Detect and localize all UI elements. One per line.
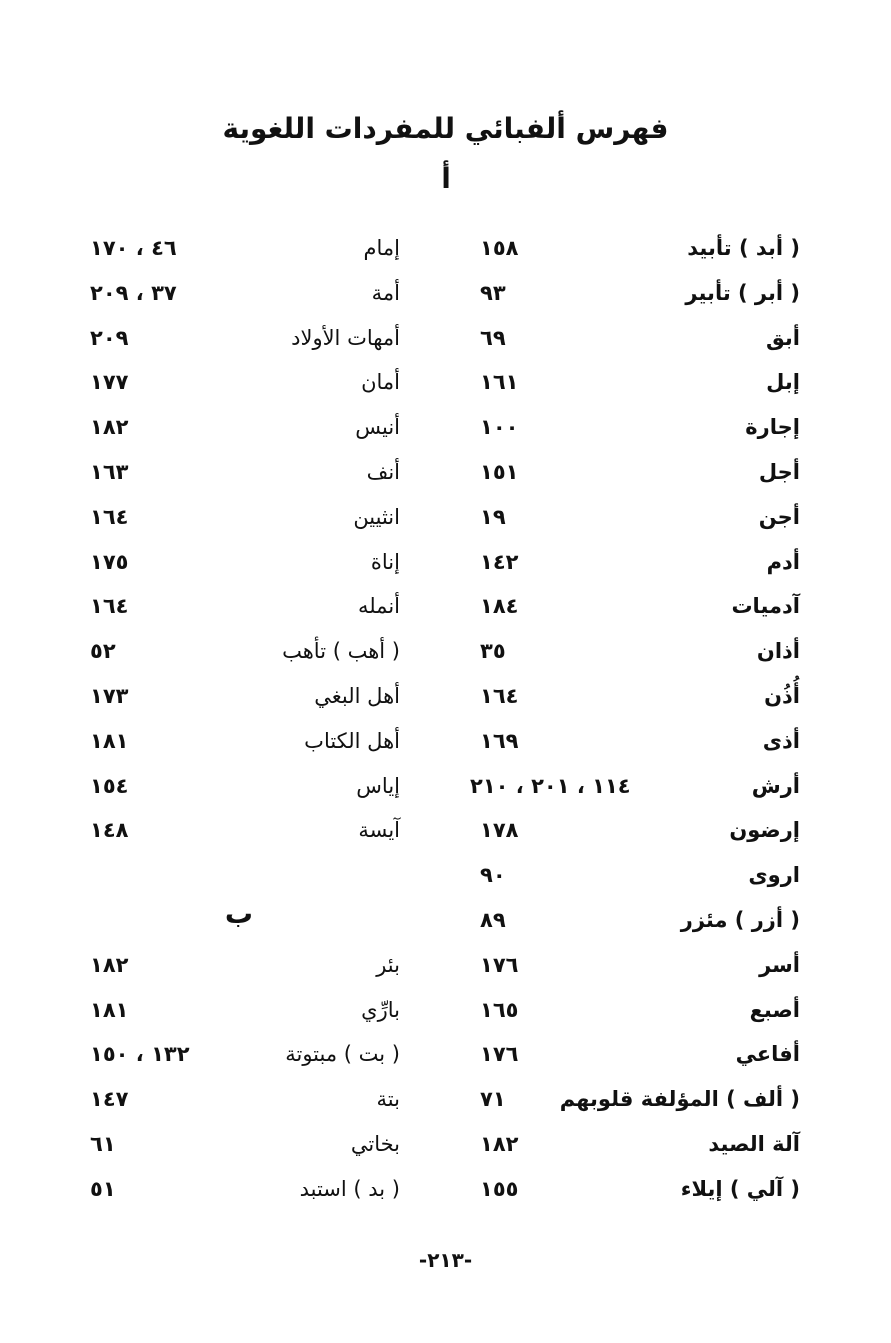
- entry-term: إبل: [766, 370, 800, 395]
- entry-pages: ٥٢: [90, 639, 116, 664]
- index-entry: [470, 947, 800, 992]
- index-entry: [470, 678, 800, 723]
- entry-term: ( أبد ) تأبيد: [687, 236, 800, 260]
- entry-pages: ٢٠٩: [90, 325, 129, 350]
- entry-term: ( أهب ) تأهب: [282, 639, 400, 664]
- entry-pages: ١٦٤: [90, 504, 129, 529]
- index-entry: [470, 992, 800, 1037]
- entry-term: أنف: [366, 459, 400, 484]
- entry-term: أجن: [758, 504, 800, 529]
- entry-pages: ٩٣: [480, 280, 506, 305]
- index-entry: [80, 723, 400, 768]
- entry-pages: ١٧٦: [480, 1042, 519, 1067]
- index-entry: [80, 275, 400, 320]
- index-entry: [80, 947, 400, 992]
- entry-term: آلة الصيد: [708, 1131, 800, 1156]
- index-entry: [80, 454, 400, 499]
- index-entry: [470, 812, 800, 857]
- entry-pages: ١٦٤: [480, 683, 519, 708]
- page-number: -٢١٣-: [418, 1248, 473, 1272]
- index-entry: [80, 1036, 400, 1081]
- entry-pages: ١٣٢ ، ١٥٠: [90, 1042, 190, 1067]
- entry-pages: ٨٩: [480, 907, 506, 932]
- entry-term: ( أزر ) مئزر: [680, 907, 800, 932]
- entry-pages: ١١٤ ، ٢٠١ ، ٢١٠: [470, 773, 631, 798]
- entry-pages: ١٧٣: [90, 683, 129, 708]
- index-entry: [80, 812, 400, 857]
- entry-pages: ٣٧ ، ٢٠٩: [90, 280, 177, 305]
- entry-pages: ١٥١: [480, 459, 519, 484]
- entry-term: بخاتي: [350, 1131, 400, 1156]
- index-entry: [80, 1171, 400, 1216]
- index-entry: [80, 588, 400, 633]
- entry-pages: ١٠٠: [480, 415, 519, 440]
- index-entry: [80, 633, 400, 678]
- entry-term: بتة: [376, 1087, 400, 1112]
- entry-term: إرضون: [729, 818, 800, 843]
- entry-pages: ١٤٧: [90, 1087, 129, 1112]
- entry-pages: ١٦٩: [480, 728, 519, 753]
- entry-pages: ٤٦ ، ١٧٠: [90, 236, 177, 260]
- entry-pages: ١٧٥: [90, 549, 129, 574]
- entry-pages: ١٤٢: [480, 549, 519, 574]
- index-column-right: [470, 230, 800, 1216]
- entry-pages: ١٨٤: [480, 594, 519, 619]
- entry-pages: ٩٠: [480, 863, 506, 888]
- entry-term: ( آلي ) إيلاء: [680, 1176, 800, 1201]
- entry-term: أذان: [756, 639, 800, 664]
- entry-term: انثيين: [353, 504, 400, 529]
- entry-term: أسر: [759, 952, 800, 977]
- entry-term: ( بد ) استبد: [299, 1176, 400, 1201]
- entry-pages: ٧١: [480, 1087, 506, 1112]
- entry-term: أهل الكتاب: [304, 728, 400, 753]
- entry-term: أفاعي: [735, 1042, 800, 1067]
- entry-pages: ١٧٦: [480, 952, 519, 977]
- entry-pages: ١٧٧: [90, 370, 129, 395]
- entry-term: أمة: [371, 280, 400, 305]
- entry-term: إناة: [370, 549, 400, 574]
- entry-pages: ١٦٤: [90, 594, 129, 619]
- index-entry: [470, 544, 800, 589]
- entry-term: إمام: [363, 236, 400, 260]
- entry-pages: ١٥٥: [480, 1176, 519, 1201]
- entry-term: آيسة: [358, 818, 400, 843]
- entry-term: أمان: [361, 370, 400, 395]
- section-letter-alef: أ: [441, 162, 451, 195]
- entry-term: بارِّي: [361, 997, 400, 1022]
- entry-pages: ١٥٤: [90, 773, 129, 798]
- page-title: فهرس ألفبائي للمفردات اللغوية: [222, 112, 669, 145]
- index-entry: [80, 230, 400, 275]
- entry-term: أنيس: [355, 415, 400, 440]
- index-entry: [80, 499, 400, 544]
- index-entry: [80, 768, 400, 813]
- entry-term: أذى: [762, 728, 800, 753]
- entry-pages: ١٨١: [90, 997, 129, 1022]
- index-entry: [470, 1171, 800, 1216]
- entry-term: اروى: [748, 863, 800, 888]
- entry-term: إجارة: [745, 415, 800, 440]
- index-entry: [470, 409, 800, 454]
- entry-term: أُذُن: [764, 683, 800, 708]
- entry-term: أبق: [765, 325, 800, 350]
- entry-term: أصبع: [749, 997, 800, 1022]
- entry-term: أهل البغي: [314, 683, 400, 708]
- index-entry: [470, 1126, 800, 1171]
- entry-term: ( أبر ) تأبير: [685, 280, 800, 305]
- entry-term: أرش: [751, 773, 800, 798]
- index-entry: [470, 902, 800, 947]
- entry-term: ( ألف ) المؤلفة قلوبهم: [559, 1087, 800, 1112]
- section-letter-ba: ب: [224, 897, 254, 930]
- entry-pages: ١٥٨: [480, 236, 519, 260]
- entry-pages: ١٨٢: [480, 1131, 519, 1156]
- entry-pages: ١٩: [480, 504, 506, 529]
- entry-pages: ٦١: [90, 1131, 116, 1156]
- index-entry: [470, 275, 800, 320]
- index-entry: [80, 1081, 400, 1126]
- entry-pages: ٥١: [90, 1176, 116, 1201]
- entry-term: أجل: [758, 459, 800, 484]
- entry-term: بئر: [376, 952, 400, 977]
- entry-pages: ١٨١: [90, 728, 129, 753]
- entry-term: آدميات: [731, 594, 800, 619]
- index-entry: [470, 857, 800, 902]
- index-entry: [80, 544, 400, 589]
- index-entry: [80, 320, 400, 365]
- index-entry: [470, 633, 800, 678]
- entry-term: أنمله: [357, 594, 400, 619]
- index-entry: [80, 678, 400, 723]
- section-gap: [80, 857, 400, 902]
- index-entry: [80, 992, 400, 1037]
- entry-term: أدم: [766, 549, 800, 574]
- entry-pages: ١٦١: [480, 370, 519, 395]
- index-entry: [80, 409, 400, 454]
- entry-pages: ٣٥: [480, 639, 506, 664]
- index-entry: [470, 499, 800, 544]
- index-column-left: [80, 230, 400, 1216]
- entry-term: ( بت ) مبتوتة: [285, 1042, 400, 1067]
- index-entry: [470, 1081, 800, 1126]
- entry-pages: ١٨٢: [90, 415, 129, 440]
- entry-pages: ١٦٥: [480, 997, 519, 1022]
- index-entry: [470, 723, 800, 768]
- entry-term: أمهات الأولاد: [291, 325, 400, 350]
- index-entry: [470, 1036, 800, 1081]
- index-entry: [470, 588, 800, 633]
- entry-pages: ٦٩: [480, 325, 506, 350]
- index-entry: [470, 230, 800, 275]
- entry-term: إياس: [356, 773, 400, 798]
- index-entry: [470, 364, 800, 409]
- index-entry: [470, 768, 800, 813]
- index-entry: [80, 364, 400, 409]
- entry-pages: ١٦٣: [90, 459, 129, 484]
- entry-pages: ١٤٨: [90, 818, 129, 843]
- index-entry: [470, 320, 800, 365]
- entry-pages: ١٨٢: [90, 952, 129, 977]
- index-entry: [80, 1126, 400, 1171]
- index-entry: [470, 454, 800, 499]
- entry-pages: ١٧٨: [480, 818, 519, 843]
